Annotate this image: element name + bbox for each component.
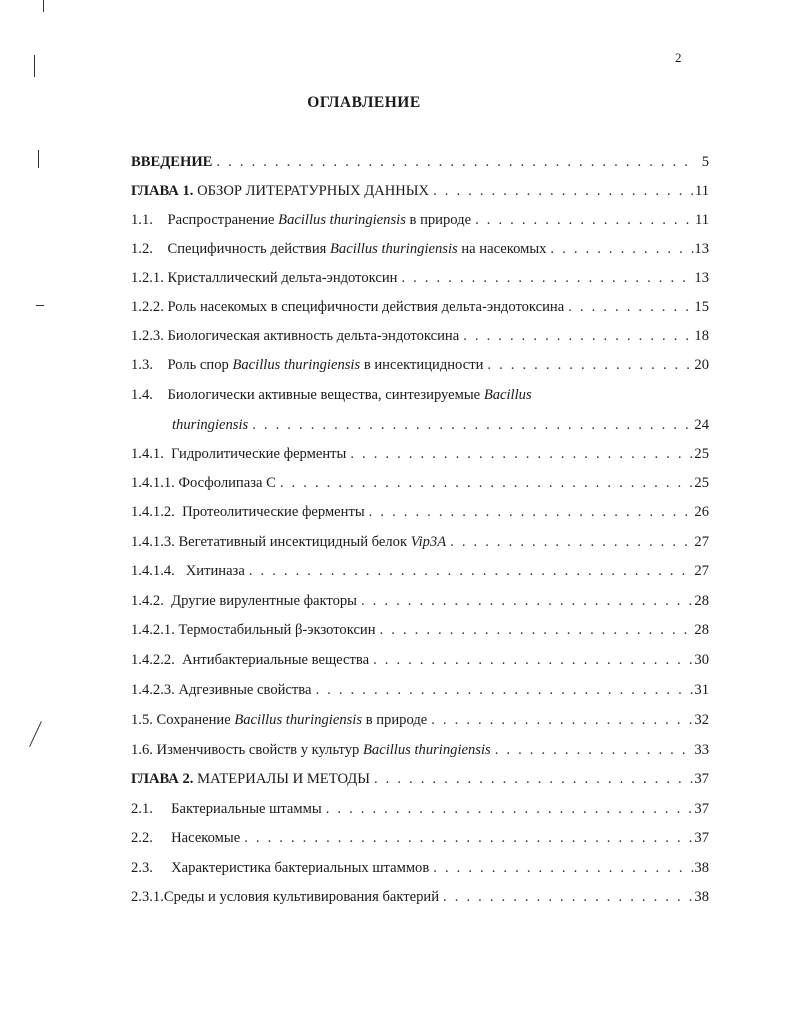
toc-entry-italic: Bacillus thuringiensis: [363, 742, 491, 758]
leader-dots: [491, 741, 695, 759]
toc-entry-1-2-2[interactable]: [131, 298, 709, 316]
toc-page-ref: 27: [694, 563, 709, 579]
toc-entry-number: 1.4.1.2.: [131, 504, 175, 520]
scan-mark: [29, 721, 42, 747]
toc-entry-1-4[interactable]: [131, 386, 709, 404]
toc-entry-number: 1.6.: [131, 742, 153, 758]
page-number: 2: [675, 50, 682, 65]
toc-entry-text: Насекомые: [171, 830, 241, 846]
toc-entry-2-2[interactable]: [131, 829, 709, 847]
toc-entry-1-4-1-3[interactable]: [131, 533, 709, 551]
toc-page-ref: 13: [694, 270, 709, 286]
leader-dots: [357, 592, 694, 610]
toc-entry-number: 1.1.: [131, 212, 153, 228]
toc-page-ref: 25: [694, 446, 709, 462]
toc-page-ref: 24: [694, 417, 709, 433]
toc-entry-text: Кристаллический дельта-эндотоксин: [167, 270, 398, 286]
toc-page-ref: 15: [694, 299, 709, 315]
leader-dots: [248, 416, 694, 434]
toc-entry-number: 1.4.1.: [131, 446, 164, 462]
toc-entry-number: 1.4.2.1.: [131, 622, 175, 638]
toc-entry-1-2-3[interactable]: [131, 327, 709, 345]
toc-entry-italic: Bacillus thuringiensis: [232, 357, 361, 373]
toc-entry-italic: Bacillus thuringiensis: [234, 712, 363, 728]
toc-entry-number: 1.5.: [131, 712, 153, 728]
toc-entry-1-4-2-3[interactable]: [131, 681, 709, 699]
toc-entry-text: Хитиназа: [185, 563, 245, 579]
toc-entry-number: 1.2.2.: [131, 299, 164, 315]
leader-dots: [564, 298, 694, 316]
toc-page-ref: 11: [694, 183, 709, 199]
toc-entry-1-4-1[interactable]: [131, 445, 709, 463]
toc-page-ref: 31: [694, 682, 709, 698]
toc-entry-number: ГЛАВА 2.: [131, 771, 194, 787]
leader-dots: [346, 445, 694, 463]
toc-page-ref: 38: [694, 889, 709, 905]
leader-dots: [446, 533, 694, 551]
toc-page-ref: 30: [694, 652, 709, 668]
toc-entry-text: Гидролитические ферменты: [171, 446, 347, 462]
scan-mark: [34, 55, 35, 77]
leader-dots: [369, 651, 694, 669]
toc-entry-italic: Bacillus: [483, 387, 532, 403]
scan-mark: [36, 305, 44, 306]
toc-entry-label: ВВЕДЕНИЕ: [131, 154, 213, 170]
toc-entry-2-3[interactable]: [131, 859, 709, 877]
toc-entry-text: в инсектицидности: [363, 357, 484, 373]
toc-entry-text: Вегетативный инсектицидный белок: [178, 534, 408, 550]
scan-mark: [43, 0, 44, 12]
toc-entry-1-5[interactable]: [131, 711, 709, 729]
toc-page-ref: 13: [694, 241, 709, 257]
toc-entry-text: Протеолитические ферменты: [182, 504, 365, 520]
toc-entry-1-6[interactable]: [131, 741, 709, 759]
toc-entry-2-1[interactable]: [131, 800, 709, 818]
toc-entry-text: в природе: [409, 212, 472, 228]
toc-entry-1-4-continued[interactable]: [172, 416, 709, 434]
leader-dots: [240, 829, 694, 847]
leader-dots: [483, 356, 694, 374]
toc-entry-1-4-2-1[interactable]: [131, 621, 709, 639]
toc-page-ref: 11: [694, 212, 709, 228]
toc-page-ref: 37: [694, 830, 709, 846]
toc-entry-text: Характеристика бактериальных штаммов: [171, 860, 430, 876]
toc-entry-italic: Vip3A: [410, 534, 447, 550]
toc-entry-text: Сохранение: [156, 712, 231, 728]
toc-page-ref: 38: [694, 860, 709, 876]
toc-page-ref: 28: [694, 593, 709, 609]
toc-page-ref: 28: [694, 622, 709, 638]
toc-entry-text: на насекомых: [461, 241, 547, 257]
leader-dots: [471, 211, 695, 229]
toc-entry-text: Термостабильный β-экзотоксин: [178, 622, 376, 638]
toc-entry-number: 2.1.: [131, 801, 153, 817]
scan-mark: [38, 150, 39, 168]
leader-dots: [370, 770, 694, 788]
toc-entry-italic: Bacillus thuringiensis: [330, 241, 458, 257]
toc-entry-text: Специфичность действия: [167, 241, 327, 257]
toc-entry-number: 1.4.2.2.: [131, 652, 175, 668]
toc-entry-number: 1.4.2.: [131, 593, 164, 609]
toc-entry-number: 2.3.: [131, 860, 153, 876]
toc-page-ref: 32: [694, 712, 709, 728]
toc-entry-chapter-2[interactable]: [131, 770, 709, 788]
toc-entry-1-4-1-2[interactable]: [131, 503, 709, 521]
leader-dots: [546, 240, 694, 258]
toc-entry-text: в природе: [365, 712, 428, 728]
toc-entry-text: Биологическая активность дельта-эндотоксина: [167, 328, 460, 344]
leader-dots: [322, 800, 695, 818]
toc-entry-number: 1.2.3.: [131, 328, 164, 344]
toc-entry-1-2-1[interactable]: [131, 269, 709, 287]
toc-entry-text: Роль спор: [167, 357, 229, 373]
leader-dots: [439, 888, 694, 906]
leader-dots: [397, 269, 694, 287]
leader-dots: [311, 681, 694, 699]
leader-dots: [276, 474, 695, 492]
toc-entry-italic: thuringiensis: [172, 417, 249, 433]
toc-entry-1-4-1-1[interactable]: [131, 474, 709, 492]
toc-entry-text: Распространение: [167, 212, 275, 228]
toc-entry-text: МАТЕРИАЛЫ И МЕТОДЫ: [197, 771, 370, 787]
toc-page-ref: 18: [694, 328, 709, 344]
toc-entry-number: 2.3.1.: [131, 889, 164, 905]
toc-entry-number: 1.2.1.: [131, 270, 164, 286]
toc-entry-number: 1.4.1.1.: [131, 475, 175, 491]
toc-entry-number: 1.2.: [131, 241, 153, 257]
leader-dots: [365, 503, 695, 521]
leader-dots: [429, 859, 694, 877]
toc-entry-1-1[interactable]: [131, 211, 709, 229]
toc-entry-text: Роль насекомых в специфичности действия дельта-эндотоксина: [167, 299, 565, 315]
leader-dots: [245, 562, 695, 580]
toc-entry-number: 1.3.: [131, 357, 153, 373]
toc-page-ref: 33: [694, 742, 709, 758]
leader-dots: [376, 621, 695, 639]
toc-entry-text: Бактериальные штаммы: [171, 801, 322, 817]
toc-page-ref: 37: [694, 771, 709, 787]
toc-entry-number: 1.4.: [131, 387, 153, 403]
page-title: ОГЛАВЛЕНИЕ: [307, 94, 421, 111]
toc-entry-text: Среды и условия культивирования бактерий: [163, 889, 440, 905]
toc-entry-number: 1.4.1.3.: [131, 534, 175, 550]
toc-entry-number: 1.4.1.4.: [131, 563, 175, 579]
leader-dots: [459, 327, 694, 345]
leader-dots: [212, 153, 695, 171]
toc-entry-text: Другие вирулентные факторы: [171, 593, 357, 609]
toc-entry-italic: Bacillus thuringiensis: [278, 212, 406, 228]
toc-entry-chapter-1[interactable]: [131, 182, 709, 200]
toc-entry-text: ОБЗОР ЛИТЕРАТУРНЫХ ДАННЫХ: [197, 183, 430, 199]
toc-entry-text: Изменчивость свойств у культур: [156, 742, 360, 758]
toc-page-ref: 37: [694, 801, 709, 817]
toc-entry-1-4-2-2[interactable]: [131, 651, 709, 669]
leader-dots: [429, 182, 695, 200]
toc-page-ref: 27: [694, 534, 709, 550]
toc-entry-text: Фосфолипаза С: [178, 475, 276, 491]
toc-page-ref: 20: [694, 357, 709, 373]
toc-page-ref: 26: [694, 504, 709, 520]
leader-dots: [427, 711, 694, 729]
toc-entry-introduction[interactable]: [131, 153, 709, 171]
toc-entry-text: Биологически активные вещества, синтезируемые: [167, 387, 481, 403]
toc-entry-1-2[interactable]: [131, 240, 709, 258]
toc-entry-text: Антибактериальные вещества: [182, 652, 370, 668]
toc-page-ref: 25: [694, 475, 709, 491]
toc-entry-number: 1.4.2.3.: [131, 682, 175, 698]
toc-entry-number: 2.2.: [131, 830, 153, 846]
toc-entry-number: ГЛАВА 1.: [131, 183, 194, 199]
toc-entry-2-3-1[interactable]: [131, 888, 709, 906]
toc-entry-1-3[interactable]: [131, 356, 709, 374]
toc-entry-1-4-2[interactable]: [131, 592, 709, 610]
toc-entry-1-4-1-4[interactable]: [131, 562, 709, 580]
toc-entry-text: Адгезивные свойства: [178, 682, 312, 698]
toc-page-ref: 5: [701, 154, 709, 170]
